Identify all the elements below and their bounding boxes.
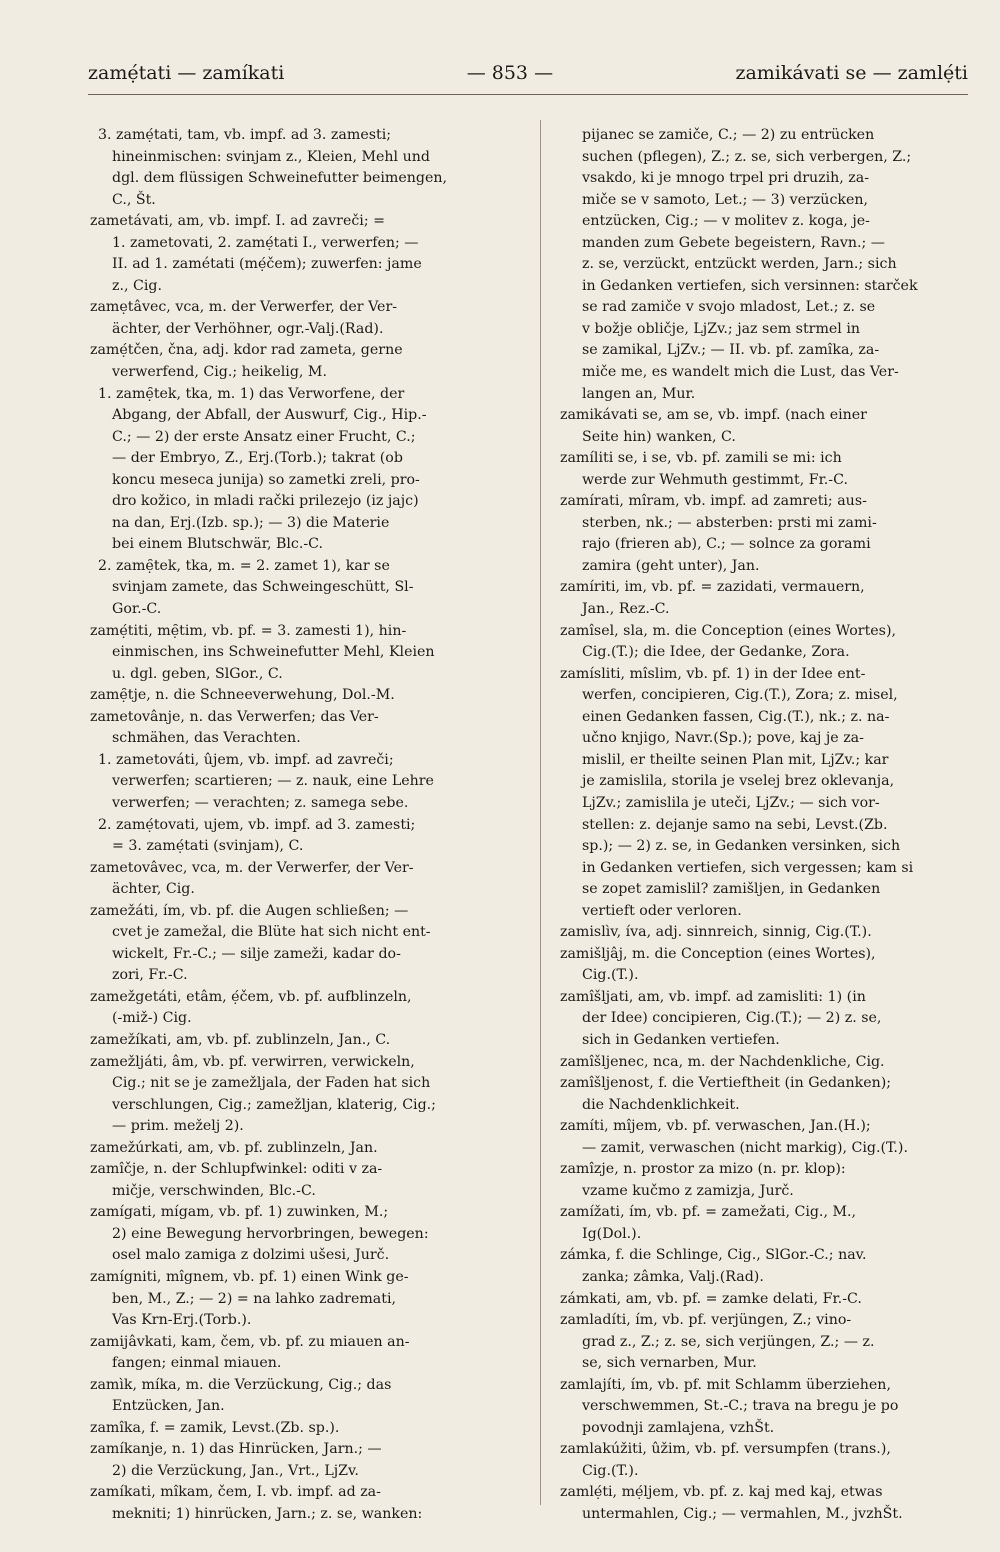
text-line: C.; — 2) der erste Ansatz einer Frucht, C.; <box>112 428 416 445</box>
text-line: zamîšljenost, f. die Vertieftheit (in Gedanken); <box>560 1075 892 1092</box>
text-line: 1. zamẹ̑tek, tka, m. 1) das Verworfene, der <box>98 385 405 402</box>
text-line: 1. zametovati, 2. zamẹ́tati I., verwerfen; — <box>112 234 419 251</box>
text-line: Cig.; nit se je zamežljala, der Faden hat sich <box>112 1075 431 1092</box>
text-line: zamlẹ́ti, mẹ́ljem, vb. pf. z. kaj med kaj, etwas <box>560 1484 883 1501</box>
text-line: 2) die Verzückung, Jan., Vrt., LjZv. <box>112 1462 359 1479</box>
text-line: C., Št. <box>112 191 156 208</box>
text-line: suchen (pflegen), Z.; z. se, sich verbergen, Z.; <box>582 148 912 165</box>
text-line: zamíliti se, i se, vb. pf. zamili se mi: ich <box>560 450 842 467</box>
text-line: zamežáti, ím, vb. pf. die Augen schließen; — <box>90 902 409 919</box>
text-line: zamîšljati, am, vb. impf. ad zamisliti: 1) (in <box>560 988 866 1005</box>
text-line: fangen; einmal miauen. <box>112 1355 282 1372</box>
text-line: zamira (geht unter), Jan. <box>582 557 760 574</box>
text-line: svinjam zamete, das Schweingeschütt, Sl- <box>112 579 414 596</box>
text-line: in Gedanken vertiefen, sich versinnen: starček <box>582 277 918 294</box>
text-line: rajo (frieren ab), C.; — solnce za gorami <box>582 536 871 553</box>
header-right-guideword: zamikávati se — zamlẹ́ti <box>735 62 968 84</box>
text-line: Jan., Rez.-C. <box>582 601 670 618</box>
text-line: mekniti; 1) hinrücken, Jarn.; z. se, wanken: <box>112 1506 423 1522</box>
text-line: verwerfen; scartieren; — z. nauk, eine Lehre <box>112 773 434 790</box>
text-line: verwerfen; — verachten; z. samega sebe. <box>112 794 409 811</box>
text-line: koncu meseca junija) so zametki zreli, pro- <box>112 471 420 488</box>
header-left-guideword: zamẹ́tati — zamíkati <box>88 62 285 84</box>
text-line: Vas Krn-Erj.(Torb.). <box>112 1312 252 1329</box>
text-line: hineinmischen: svinjam z., Kleien, Mehl und <box>112 148 430 165</box>
text-line: werde zur Wehmuth gestimmt, Fr.-C. <box>582 471 848 488</box>
text-line: LjZv.; zamislila je uteči, LjZv.; — sich vor- <box>582 794 880 811</box>
text-line: z., Cig. <box>112 277 162 294</box>
text-line: zametávati, am, vb. impf. I. ad zavreči; = <box>90 213 386 230</box>
text-line: zamîčje, n. der Schlupfwinkel: oditi v za- <box>90 1161 383 1178</box>
text-line: wickelt, Fr.-C.; — silje zameži, kadar do- <box>112 945 401 962</box>
page-number: — 853 — <box>466 62 554 84</box>
text-line: grad z., Z.; z. se, sich verjüngen, Z.; — z. <box>582 1333 875 1350</box>
text-line: einmischen, ins Schweinefutter Mehl, Kleien <box>112 644 435 661</box>
text-line: se zopet zamislil? zamišljen, in Gedanken <box>582 881 881 898</box>
text-line: miče se v samoto, Let.; — 3) verzücken, <box>582 191 869 208</box>
text-line: Gor.-C. <box>112 601 162 618</box>
text-line: zanka; zâmka, Valj.(Rad). <box>582 1268 764 1285</box>
text-line: povodnji zamlajena, vzhŠt. <box>582 1419 775 1436</box>
text-line: bei einem Blutschwär, Blc.-C. <box>112 536 324 553</box>
text-line: II. ad 1. zamétati (mẹ́čem); zuwerfen: jame <box>112 256 422 273</box>
text-line: zamẹ̑tje, n. die Schneeverwehung, Dol.-M. <box>90 687 395 704</box>
text-line: dro kožico, in mladi rački prilezejo (iz jajc) <box>112 493 419 510</box>
text-line: zamîzje, n. prostor za mizo (n. pr. klop): <box>560 1161 846 1178</box>
text-line: 2. zamẹ̑tek, tka, m. = 2. zamet 1), kar se <box>98 557 390 574</box>
text-line: verschwemmen, St.-C.; trava na bregu je po <box>582 1398 899 1415</box>
text-line: sich in Gedanken vertiefen. <box>582 1031 780 1048</box>
text-line: zamlajíti, ím, vb. pf. mit Schlamm überziehen, <box>560 1376 891 1393</box>
text-line: zámka, f. die Schlinge, Cig., SlGor.-C.; nav. <box>560 1247 867 1264</box>
text-line: cvet je zamežal, die Blüte hat sich nicht ent- <box>112 924 431 941</box>
text-line: 2) eine Bewegung hervorbringen, bewegen: <box>112 1225 429 1242</box>
text-line: zametovânje, n. das Verwerfen; das Ver- <box>90 708 379 725</box>
text-line: = 3. zamẹ́tati (svinjam), C. <box>112 838 304 855</box>
text-line: se rad zamiče v svojo mladost, Let.; z. se <box>582 299 876 316</box>
text-line: — der Embryo, Z., Erj.(Torb.); takrat (ob <box>112 450 403 467</box>
text-line: (-miž-) Cig. <box>112 1010 192 1027</box>
text-line: ächter, der Verhöhner, ogr.-Valj.(Rad). <box>112 320 384 337</box>
text-line: Seite hin) wanken, C. <box>582 428 736 445</box>
page-header <box>88 62 968 95</box>
text-line: zamírati, mîram, vb. impf. ad zamreti; aus- <box>560 493 867 510</box>
text-line: osel malo zamiga z dolzimi ušesi, Jurč. <box>112 1247 390 1264</box>
text-line: 2. zamẹ́tovati, ujem, vb. impf. ad 3. zamesti; <box>98 816 416 833</box>
text-line: vsakdo, ki je mnogo trpel pri druzih, za- <box>582 170 870 187</box>
text-line: dgl. dem flüssigen Schweinefutter beimengen, <box>112 170 448 187</box>
text-line: zamẹtâvec, vca, m. der Verwerfer, der Ver- <box>90 299 398 316</box>
text-line: vertieft oder verloren. <box>582 902 742 919</box>
text-line: zamíkanje, n. 1) das Hinrücken, Jarn.; — <box>90 1441 382 1458</box>
text-line: vzame kučmo z zamizja, Jurč. <box>582 1182 794 1199</box>
text-line: 1. zametováti, ûjem, vb. impf. ad zavreči; <box>98 751 394 768</box>
text-line: einen Gedanken fassen, Cig.(T.), nk.; z. na- <box>582 708 890 725</box>
text-line: zamežgetáti, etâm, ẹ́čem, vb. pf. aufblinzeln, <box>90 988 412 1005</box>
text-line: Abgang, der Abfall, der Auswurf, Cig., Hip.- <box>112 407 427 424</box>
text-line: mislil, er theilte seinen Plan mit, LjZv.; kar <box>582 751 889 768</box>
text-line: zamijâvkati, kam, čem, vb. pf. zu miauen an- <box>90 1333 410 1350</box>
text-line: se, sich vernarben, Mur. <box>582 1355 757 1372</box>
text-line: zamẹ́titi, mẹ̑tim, vb. pf. = 3. zamesti 1), hin- <box>90 622 407 639</box>
text-line: zori, Fr.-C. <box>112 967 188 984</box>
text-line: zamîka, f. = zamik, Levst.(Zb. sp.). <box>90 1419 340 1436</box>
text-line: Entzücken, Jan. <box>112 1398 225 1415</box>
text-line: 3. zamẹ́tati, tam, vb. impf. ad 3. zamesti; <box>98 127 392 143</box>
text-line: verwerfend, Cig.; heikelig, M. <box>112 364 327 381</box>
text-line: — zamit, verwaschen (nicht markig), Cig.(T.). <box>582 1139 908 1156</box>
text-line: zamíriti, im, vb. pf. = zazidati, vermauern, <box>560 579 865 596</box>
text-line: zamežúrkati, am, vb. pf. zublinzeln, Jan. <box>90 1139 378 1156</box>
text-line: ächter, Cig. <box>112 881 195 898</box>
text-line: Cig.(T.). <box>582 1462 639 1479</box>
text-line: se zamikal, LjZv.; — II. vb. pf. zamîka, za- <box>582 342 880 359</box>
text-line: verschlungen, Cig.; zamežljan, klaterig, Cig.; <box>112 1096 436 1113</box>
text-line: zamîšljenec, nca, m. der Nachdenkliche, Cig. <box>560 1053 885 1070</box>
text-line: pijanec se zamiče, C.; — 2) zu entrücken <box>582 127 875 143</box>
text-line: zamígniti, mîgnem, vb. pf. 1) einen Wink ge- <box>90 1268 409 1285</box>
text-line: z. se, verzückt, entzückt werden, Jarn.; sich <box>582 256 897 273</box>
text-line: mičje, verschwinden, Blc.-C. <box>112 1182 316 1199</box>
text-line: zamìk, míka, m. die Verzückung, Cig.; das <box>90 1376 392 1393</box>
text-line: zamežljáti, âm, vb. pf. verwirren, verwickeln, <box>90 1053 415 1070</box>
text-line: u. dgl. geben, SlGor., C. <box>112 665 283 682</box>
text-line: zamíkati, mîkam, čem, I. vb. impf. ad za- <box>90 1484 381 1501</box>
text-line: zamladíti, ím, vb. pf. verjüngen, Z.; vino- <box>560 1312 852 1329</box>
text-line: zamlakúžiti, ûžim, vb. pf. versumpfen (trans.), <box>560 1441 891 1458</box>
text-line: Cig.(T.). <box>582 967 639 984</box>
text-line: sp.); — 2) z. se, in Gedanken versinken, sich <box>582 838 901 855</box>
text-line: na dan, Erj.(Izb. sp.); — 3) die Materie <box>112 514 390 531</box>
text-line: Ig(Dol.). <box>582 1225 642 1242</box>
text-line: zamežíkati, am, vb. pf. zublinzeln, Jan., C. <box>90 1031 391 1048</box>
text-line: miče me, es wandelt mich die Lust, das Ver- <box>582 364 899 381</box>
text-line: ben, M., Z.; — 2) = na lahko zadremati, <box>112 1290 397 1307</box>
text-line: Cig.(T.); die Idee, der Gedanke, Zora. <box>582 644 850 661</box>
text-line: zamikávati se, am se, vb. impf. (nach einer <box>560 407 867 424</box>
text-line: werfen, concipieren, Cig.(T.), Zora; z. misel, <box>582 687 898 704</box>
text-line: sterben, nk.; — absterben: prsti mi zami- <box>582 514 877 531</box>
text-line: zamẹ́tčen, čna, adj. kdor rad zameta, gerne <box>90 342 403 359</box>
text-line: zamíti, mîjem, vb. pf. verwaschen, Jan.(H.); <box>560 1118 871 1135</box>
right-column <box>560 125 956 1526</box>
text-line: učno knjigo, Navr.(Sp.); pove, kaj je za- <box>582 730 864 747</box>
text-line: zámkati, am, vb. pf. = zamke delati, Fr.-C. <box>560 1290 862 1307</box>
text-line: die Nachdenklichkeit. <box>582 1096 740 1113</box>
text-line: in Gedanken vertiefen, sich vergessen; kam si <box>582 859 914 876</box>
text-line: zamîsel, sla, m. die Conception (eines Wortes), <box>560 622 896 639</box>
text-line: schmähen, das Verachten. <box>112 730 301 747</box>
text-line: zamislìv, íva, adj. sinnreich, sinnig, Cig.(T.). <box>560 924 872 941</box>
text-line: zamígati, mígam, vb. pf. 1) zuwinken, M.; <box>90 1204 389 1221</box>
text-line: v božje obličje, LjZv.; jaz sem strmel in <box>582 320 861 337</box>
text-line: langen an, Mur. <box>582 385 696 402</box>
text-line: untermahlen, Cig.; — vermahlen, M., jvzhŠt. <box>582 1506 903 1522</box>
text-line: entzücken, Cig.; — v molitev z. koga, je- <box>582 213 870 230</box>
text-line: stellen: z. dejanje samo na sebi, Levst.(Zb. <box>582 816 888 833</box>
text-line: zamísliti, mîslim, vb. pf. 1) in der Idee ent- <box>560 665 866 682</box>
text-line: je zamislila, storila je vselej brez oklevanja, <box>582 773 895 790</box>
left-column <box>90 125 520 1526</box>
text-line: zamišljâj, m. die Conception (eines Wortes), <box>560 945 876 962</box>
text-line: — prim. meželj 2). <box>112 1118 244 1135</box>
text-line: manden zum Gebete begeistern, Ravn.; — <box>582 234 885 251</box>
text-line: zametovâvec, vca, m. der Verwerfer, der Ver- <box>90 859 414 876</box>
text-line: der Idee) concipieren, Cig.(T.); — 2) z. se, <box>582 1010 882 1027</box>
text-line: zamížati, ím, vb. pf. = zamežati, Cig., M., <box>560 1204 857 1221</box>
column-divider <box>540 120 541 1505</box>
